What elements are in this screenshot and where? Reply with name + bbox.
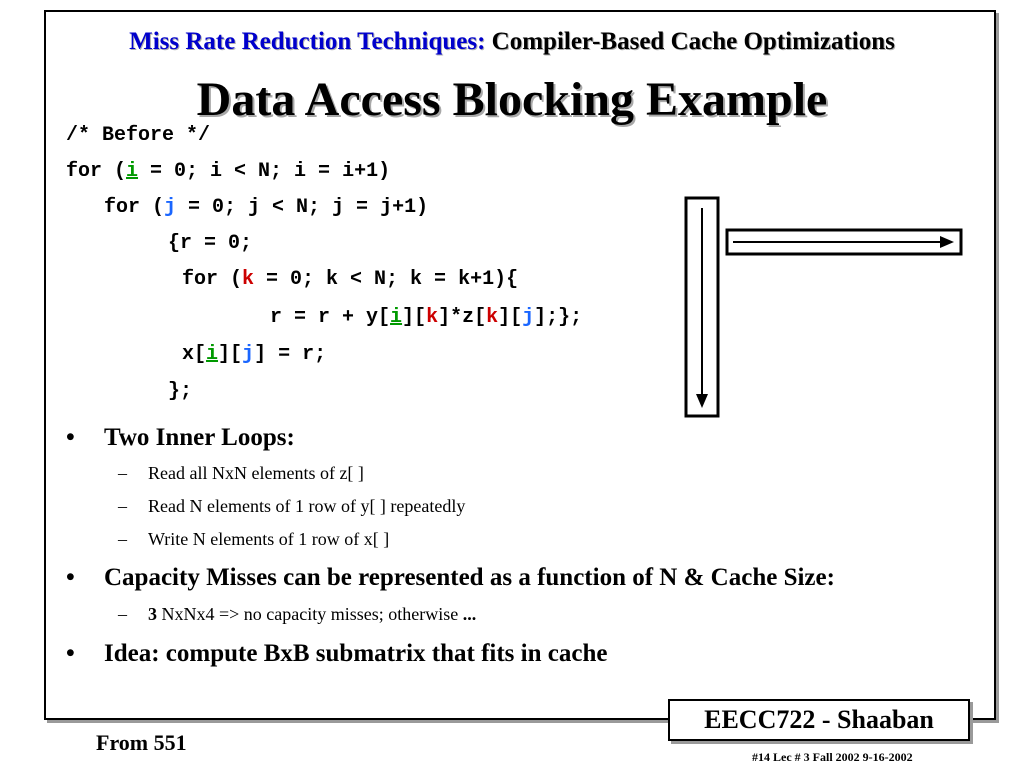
slide-subtitle: [0, 28, 1024, 56]
access-pattern-diagram: [680, 196, 970, 422]
sub-bullet-capacity: – 3 NxNx4 => no capacity misses; otherwise ...: [118, 604, 477, 624]
bullet-two-inner-loops: • Two Inner Loops:: [66, 424, 295, 451]
code-line-3: for (j = 0; j < N; j = j+1): [104, 196, 429, 219]
sub-bullet-read-z: – Read all NxN elements of z[ ]: [118, 463, 364, 483]
sub-bullet-read-y: – Read N elements of 1 row of y[ ] repeatedly: [118, 496, 466, 516]
code-line-5: for (k = 0; k < N; k = k+1){: [182, 268, 519, 291]
course-badge: EECC722 - Shaaban: [668, 699, 970, 741]
bullet-capacity-misses: • Capacity Misses can be represented as a function of N & Cache Size:: [66, 564, 835, 591]
slide-title: Data Access Blocking Example: [196, 73, 828, 126]
code-line-4: {r = 0;: [168, 232, 253, 255]
footer-slide-info: #14 Lec # 3 Fall 2002 9-16-2002: [752, 750, 913, 764]
code-line-8: };: [168, 380, 193, 403]
subtitle-section: Compiler-Based Cache Optimizations: [491, 28, 895, 55]
code-line-1: /* Before */: [66, 124, 211, 147]
code-line-7: x[i][j] = r;: [182, 343, 327, 366]
footer-source: From 551: [96, 730, 187, 755]
subtitle-topic: Miss Rate Reduction Techniques:: [129, 28, 486, 55]
code-line-2: for (i = 0; i < N; i = i+1): [66, 160, 391, 183]
code-line-6: r = r + y[i][k]*z[k][j];};: [270, 306, 583, 329]
bullet-idea: • Idea: compute BxB submatrix that fits in cache: [66, 640, 608, 667]
sub-bullet-write-x: – Write N elements of 1 row of x[ ]: [118, 529, 390, 549]
